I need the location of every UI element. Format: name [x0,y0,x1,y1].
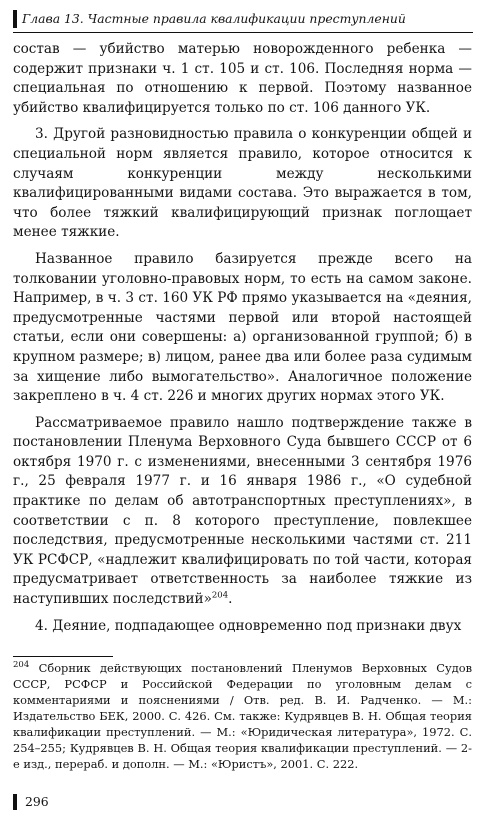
header-rule [13,32,473,33]
paragraph-5: 4. Деяние, подпадающее одновременно под признаки двух [35,617,462,634]
footnote-rule [13,656,113,657]
footnote-text: Сборник действующих постановлений Пленумов Верховных Судов СССР, РСФСР и Российской Федерации по уголовным делам с комментариями и пояснениями / Отв. ред. В. И. Радченко. — М.: Издательство БЕК, 2000. С. 426. См. также: Кудрявцев В. Н. Общая теория квалификации преступлений. — М.: «Юридическая литература», 1972. С. 254–255; Кудрявцев В. Н. Общая теория квалификации преступлений. — 2-е изд., перераб. и дополн. — М.: «Юристъ», 2001. С. 222. [13,661,472,771]
running-header [13,10,473,28]
footnote-reference[interactable]: 204 [211,590,229,601]
footer-marker-bar [13,794,17,810]
paragraph-4: Рассматриваемое правило нашло подтверждение также в постановлении Пленума Верховного Суда бывшего СССР от 6 октября 1970 г. с изменениями, внесенными 3 сентября 1976 г., 25 февраля 1977 г. и 16 января 1986 г., «О судебной практике по делам об автотранспортных преступлениях», в соответствии с п. 8 которого преступление, повлекшее последствия, предусмотренные несколькими частями ст. 211 УК РСФСР, «надлежит квалифицировать по той части, которая предусматривает ответственность за наиболее тяжкие из наступивших последствий»$^{204}$. [13,414,472,608]
paragraph-2: 3. Другой разновидностью правила о конкуренции общей и специальной норм является правило, которое относится к случаям конкуренции между несколькими квалифицированными видами состава. Это выражается в том, что более тяжкий квалифицирующий признак поглощает менее тяжкие. [13,126,472,241]
paragraph-1: состав — убийство матерью новорожденного ребенка — содержит признаки ч. 1 ст. 105 и ст. 106. Последняя норма — специальная по отношению к первой. Поэтому названное убийство квалифицируется только по ст. 106 данного УК. [13,41,472,116]
paragraph-4-text: Рассматриваемое правило нашло подтверждение также в постановлении Пленума Верховного Суда бывшего СССР от 6 октября 1970 г. с изменениями, внесенными 3 сентября 1976 г., 25 февраля 1977 г. и 16 января 1986 г., «О судебной практике по делам об автотранспортных преступлениях», в соответствии с п. 8 которого преступление, повлекшее последствия, предусмотренные несколькими частями ст. 211 УК РСФСР, «надлежит квалифицировать по той части, которая предусматривает ответственность за наиболее тяжкие из наступивших последствий» [13,414,472,608]
footnote-number: 204 [13,660,30,671]
paragraph-3: Названное правило базируется прежде всего на толковании уголовно-правовых норм, то есть на самом законе. Например, в ч. 3 ст. 160 УК РФ прямо указывается на «деяния, предусмотренные частями первой или второй настоящей статьи, если они совершены: а) организованной группой; б) в крупном размере; в) лицом, ранее два или более раза судимым за хищение либо вымогательство». Аналогичное положение закреплено в ч. 4 ст. 226 и многих других нормах этого УК. [13,250,472,405]
header-marker-bar [13,10,17,28]
page-footer [13,794,133,810]
page-number: 296 [25,794,49,809]
footnote [13,660,472,772]
main-text [13,40,472,643]
chapter-title: Глава 13. Частные правила квалификации преступлений [22,11,406,26]
